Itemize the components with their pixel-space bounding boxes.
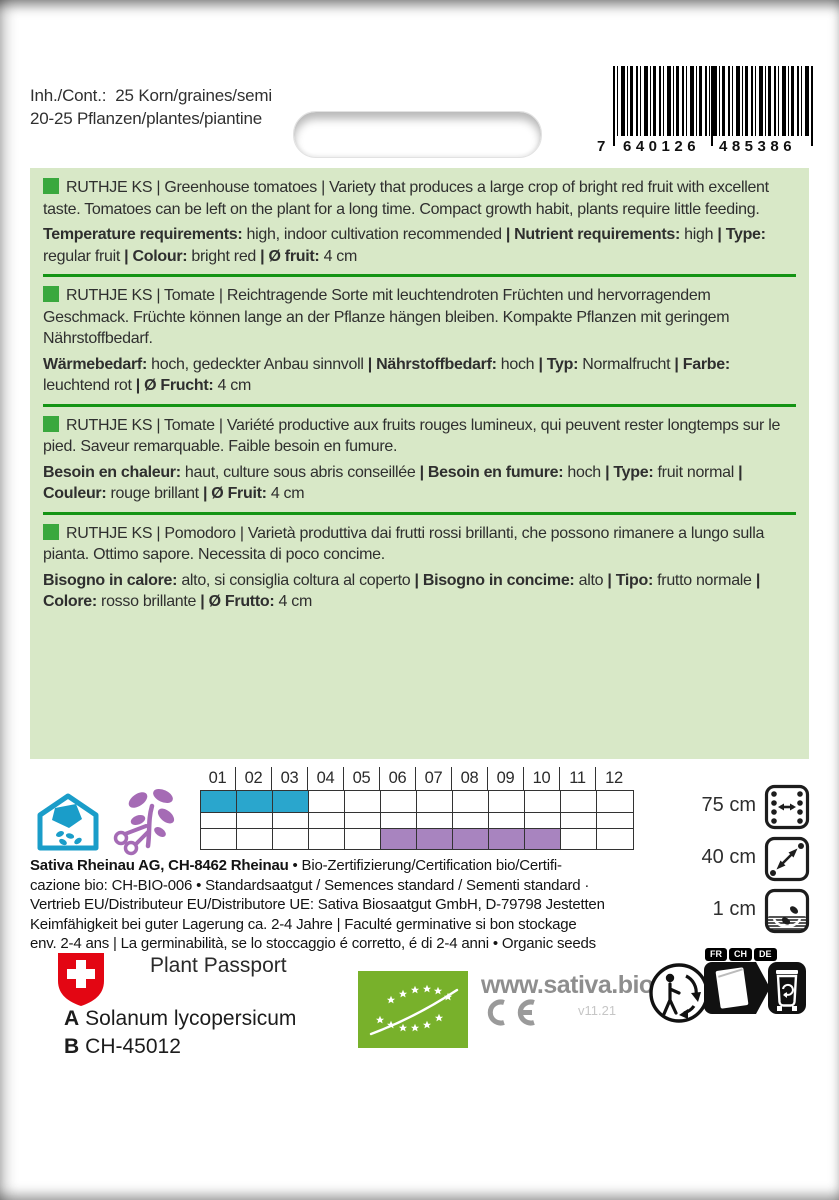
row-distance	[690, 784, 814, 830]
calendar-cell	[237, 791, 273, 812]
variety-description-de: RUTHJE KS | Tomate | Reichtragende Sorte mit leuchtendroten Früchten und hervorragendem Geschmack. Früchte können lange an der Pflanze hängen bleiben. Kompakte Pflanzen mit geringem Nährstoffbedarf.	[43, 287, 730, 347]
calendar-cell	[525, 813, 561, 828]
variety-specs-en: Temperature requirements: high, indoor cultivation recommended | Nutrient requirements: high | Type: regular fruit | Colour: bright red | Ø fruit: 4 cm	[43, 226, 766, 265]
calendar-month-label: 08	[452, 767, 488, 790]
row-spacing-icon	[764, 784, 810, 835]
sowing-depth-icon	[764, 888, 810, 939]
disposal-country-tabs	[705, 948, 808, 961]
green-bullet-icon	[43, 178, 59, 194]
calendar-cell	[309, 829, 345, 849]
calendar-cell	[561, 829, 597, 849]
calendar-month-label: 06	[380, 767, 416, 790]
barcode-prefix: 7	[597, 138, 606, 155]
hang-hole-cutout	[293, 111, 542, 158]
calendar-grid	[200, 790, 634, 850]
website-url: www.sativa.bio	[481, 971, 654, 999]
passport-b-value: CH-45012	[85, 1035, 181, 1058]
plant-passport-title: Plant Passport	[150, 954, 287, 977]
passport-number-line	[64, 1035, 181, 1059]
calendar-month-header	[200, 767, 634, 790]
variety-description-en: RUTHJE KS | Greenhouse tomatoes | Variety that produces a large crop of bright red fruit with excellent taste. Tomatoes can be left on the plant for a long time. Compact growth habit, plants require little feeding.	[43, 179, 769, 218]
calendar-cell	[201, 829, 237, 849]
green-bullet-icon	[43, 416, 59, 432]
calendar-cell	[453, 813, 489, 828]
calendar-cell	[381, 791, 417, 812]
contents-info	[30, 84, 272, 130]
green-bullet-icon	[43, 286, 59, 302]
company-info-line: env. 2-4 ans | La germinabilità, se lo stoccaggio é corretto, é di 2-4 anni • Organic seeds	[30, 935, 596, 952]
eu-organic-leaf-logo	[358, 971, 468, 1048]
calendar-cell	[525, 829, 561, 849]
disposal-country-tab-fr: FR	[705, 948, 727, 961]
plant-distance-value: 40 cm	[701, 846, 756, 868]
calendar-month-label: 07	[416, 767, 452, 790]
calendar-cell	[489, 791, 525, 812]
calendar-cell	[237, 829, 273, 849]
calendar-cell	[561, 791, 597, 812]
calendar-month-label: 03	[272, 767, 308, 790]
disposal-pictogram	[704, 948, 808, 1021]
passport-a-label: A	[64, 1007, 80, 1030]
calendar-cell	[561, 813, 597, 828]
contents-label: Inh./Cont.:	[30, 86, 107, 105]
calendar-month-label: 12	[605, 769, 623, 787]
company-info	[30, 856, 655, 954]
greenhouse-sowing-icon	[36, 792, 100, 857]
barcode-digits	[597, 138, 815, 158]
calendar-cell	[345, 829, 381, 849]
calendar-month-label: 04	[308, 767, 344, 790]
calendar-cell	[345, 791, 381, 812]
contents-quantity: 25 Korn/graines/semi	[115, 86, 272, 105]
variety-specs-de: Wärmebedarf: hoch, gedeckter Anbau sinnvoll | Nährstoffbedarf: hoch | Typ: Normalfrucht | Farbe: leuchtend rot | Ø Frucht: 4 cm	[43, 355, 730, 394]
passport-species-line	[64, 1007, 296, 1031]
label-version: v11.21	[578, 1003, 617, 1018]
calendar-cell	[309, 813, 345, 828]
triman-recycling-icon	[648, 962, 710, 1029]
barcode-guard	[811, 66, 813, 146]
calendar-row-sowing-under-glass	[201, 791, 633, 812]
barcode-guard	[711, 66, 713, 146]
ce-mark-icon	[481, 999, 539, 1031]
calendar-cell	[381, 813, 417, 828]
barcode-group2: 485386	[719, 138, 797, 155]
contents-line-2: 20-25 Pflanzen/plantes/piantine	[30, 109, 262, 128]
variety-specs-it: Bisogno in calore: alto, si consiglia coltura al coperto | Bisogno in concime: alto | Tipo: frutto normale | Colore: rosso brillante | Ø Frutto: 4 cm	[43, 571, 760, 610]
passport-b-label: B	[64, 1035, 80, 1058]
sowing-depth-value: 1 cm	[712, 898, 756, 920]
company-info-line: Sativa Rheinau AG, CH-8462 Rheinau • Bio-Zertifizierung/Certification bio/Certifi-	[30, 857, 562, 874]
contents-line-1	[30, 84, 272, 107]
calendar-cell	[597, 791, 633, 812]
swiss-shield-icon	[56, 951, 106, 1012]
company-info-line: cazione bio: CH-BIO-006 • Standardsaatgut / Semences standard / Sementi standard ·	[30, 876, 590, 894]
calendar-cell	[417, 829, 453, 849]
calendar-cell	[201, 813, 237, 828]
barcode-bars	[613, 66, 813, 136]
calendar-month-label: 05	[344, 767, 380, 790]
disposal-country-tab-de: DE	[754, 948, 777, 961]
calendar-cell	[525, 791, 561, 812]
barcode-guard	[613, 66, 615, 146]
calendar-cell	[417, 791, 453, 812]
sowing-depth	[690, 888, 814, 934]
calendar-cell	[201, 791, 237, 812]
calendar-month-label: 02	[236, 767, 272, 790]
passport-a-value: Solanum lycopersicum	[85, 1007, 297, 1030]
company-info-line: Vertrieb EU/Distributeur EU/Distributore UE: Sativa Biosaatgut GmbH, D-79798 Jestetten	[30, 896, 605, 913]
lang-section-fr	[43, 415, 796, 505]
row-distance-value: 75 cm	[701, 794, 756, 816]
calendar-cell	[597, 829, 633, 849]
calendar-month-label: 01	[200, 767, 236, 790]
calendar-row-middle	[201, 812, 633, 828]
company-info-line: Keimfähigkeit bei guter Lagerung ca. 2-4 Jahre | Faculté germinative si bon stockage	[30, 915, 577, 933]
calendar-cell	[597, 813, 633, 828]
calendar-month-label: 10	[524, 767, 560, 790]
calendar-cell	[381, 829, 417, 849]
calendar-cell	[417, 813, 453, 828]
section-divider	[43, 404, 796, 407]
calendar-cell	[345, 813, 381, 828]
calendar-cell	[273, 829, 309, 849]
calendar-cell	[273, 813, 309, 828]
calendar-month-label: 09	[488, 767, 524, 790]
calendar-cell	[309, 791, 345, 812]
section-divider	[43, 274, 796, 277]
calendar-cell	[489, 829, 525, 849]
plant-distance	[690, 836, 814, 882]
barcode-group1: 640126	[623, 138, 701, 155]
harvest-scissors-icon	[108, 782, 184, 863]
calendar-cell	[453, 829, 489, 849]
calendar-cell	[273, 791, 309, 812]
lang-section-de	[43, 285, 796, 397]
disposal-country-tab-ch: CH	[729, 948, 752, 961]
plant-spacing-icon	[764, 836, 810, 887]
calendar-row-harvest	[201, 828, 633, 849]
calendar-cell	[237, 813, 273, 828]
section-divider	[43, 512, 796, 515]
calendar-cell	[453, 791, 489, 812]
sowing-calendar	[200, 767, 634, 850]
variety-specs-fr: Besoin en chaleur: haut, culture sous abris conseillée | Besoin en fumure: hoch | Type: fruit normal | Couleur: rouge brillant | Ø Fruit: 4 cm	[43, 463, 743, 502]
lang-section-it	[43, 523, 796, 613]
disposal-pictogram-body	[704, 962, 806, 1016]
variety-description-block	[30, 168, 809, 759]
company-name: Sativa Rheinau AG, CH-8462 Rheinau	[30, 857, 289, 874]
calendar-cell	[489, 813, 525, 828]
variety-description-fr: RUTHJE KS | Tomate | Variété productive aux fruits rouges lumineux, qui peuvent rester longtemps sur le pied. Saveur remarquable. Faible besoin en fumure.	[43, 416, 781, 455]
barcode	[597, 64, 815, 160]
variety-description-it: RUTHJE KS | Pomodoro | Varietà produttiva dai frutti rossi brillanti, che possono rimanere a lungo sulla pianta. Ottimo sapore. Necessita di poco concime.	[43, 524, 765, 563]
calendar-month-label: 11	[560, 767, 596, 790]
green-bullet-icon	[43, 524, 59, 540]
lang-section-en	[43, 177, 796, 267]
